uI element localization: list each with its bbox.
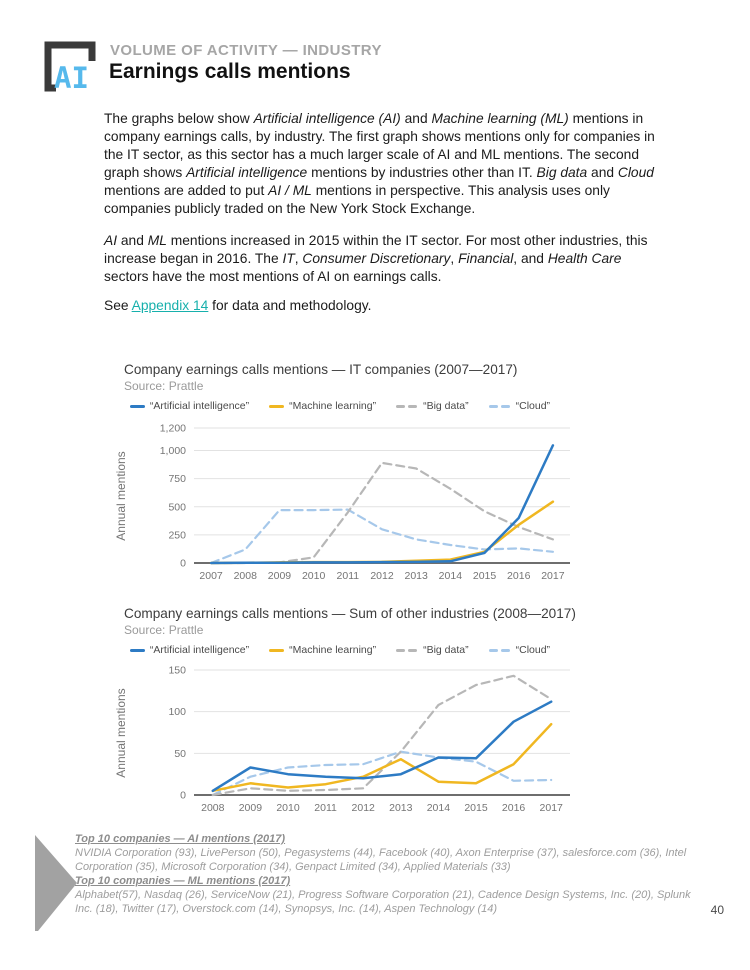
- svg-text:2011: 2011: [336, 570, 360, 582]
- legend-item-big-data: [396, 400, 469, 412]
- legend-swatch-lightblue: [489, 649, 498, 652]
- legend-label: “Big data”: [423, 400, 469, 412]
- svg-text:2013: 2013: [404, 570, 428, 582]
- svg-text:2015: 2015: [464, 802, 488, 814]
- legend-swatch-yellow: [269, 405, 284, 408]
- footer-arrow-icon: [35, 835, 79, 931]
- svg-text:1,000: 1,000: [159, 445, 186, 457]
- ai-index-logo-icon: [43, 40, 97, 92]
- svg-text:150: 150: [168, 664, 186, 677]
- appendix-suffix: for data and methodology.: [208, 298, 372, 313]
- svg-text:100: 100: [168, 706, 186, 719]
- legend-swatch-gray: [396, 405, 405, 408]
- chart1-source: Source: Prattle: [124, 379, 204, 393]
- svg-text:2012: 2012: [370, 570, 394, 582]
- section-eyebrow: VOLUME OF ACTIVITY — INDUSTRY: [110, 42, 382, 59]
- svg-text:2014: 2014: [426, 802, 451, 814]
- svg-text:2014: 2014: [438, 570, 463, 582]
- footer-ml-heading: Top 10 companies — ML mentions (2017): [75, 875, 291, 887]
- legend-label: “Cloud”: [515, 644, 551, 656]
- chart2-y-axis-label: Annual mentions: [114, 688, 128, 778]
- legend-swatch-gray: [408, 649, 417, 652]
- footer-notes: [75, 832, 695, 916]
- svg-text:2016: 2016: [501, 802, 526, 814]
- svg-text:2009: 2009: [267, 570, 292, 582]
- page-title: Earnings calls mentions: [109, 60, 351, 83]
- legend-label: “Machine learning”: [289, 644, 377, 656]
- svg-text:250: 250: [168, 529, 186, 542]
- footer-ai-heading: Top 10 companies — AI mentions (2017): [75, 833, 286, 845]
- legend-item-artificial-intelligence: [130, 400, 249, 412]
- intro-copy: [104, 110, 662, 329]
- legend-item-cloud: [489, 400, 550, 412]
- legend-swatch-yellow: [269, 649, 284, 652]
- legend-swatch-lightblue: [501, 649, 510, 652]
- svg-text:750: 750: [168, 473, 186, 486]
- legend-label: “Artificial intelligence”: [149, 644, 250, 656]
- svg-text:2010: 2010: [276, 802, 300, 814]
- legend-label: “Artificial intelligence”: [149, 400, 250, 412]
- svg-text:2011: 2011: [314, 802, 337, 814]
- svg-text:2017: 2017: [541, 570, 565, 582]
- chart2-source: Source: Prattle: [124, 623, 204, 637]
- svg-text:2015: 2015: [472, 570, 497, 582]
- appendix-link[interactable]: Appendix 14: [131, 298, 209, 313]
- legend-swatch-blue: [130, 405, 145, 408]
- logo-text: AI: [54, 61, 89, 92]
- legend-swatch-lightblue: [501, 405, 510, 408]
- chart2-title: Company earnings calls mentions — Sum of other industries (2008—2017): [124, 606, 576, 621]
- svg-text:0: 0: [180, 557, 186, 570]
- footer-ai-list: NVIDIA Corporation (93), LivePerson (50), Pegasystems (44), Facebook (40), Axon Enterprise (37), salesforce.com (36), Intel Corporation (35), Microsoft Corporation (34), Genpact Limited (34), Applied Materials (33): [75, 847, 687, 873]
- svg-text:2007: 2007: [199, 570, 223, 582]
- appendix-prefix: See: [104, 298, 132, 313]
- legend-swatch-gray: [408, 405, 417, 408]
- intro-paragraph-2: AI and ML mentions increased in 2015 within the IT sector. For most other industries, this increase began in 2016. The IT, Consumer Discretionary, Financial, and Health Care sectors have the most mentions of AI on earnings calls.: [104, 233, 648, 284]
- it-companies-line-chart: [100, 416, 580, 594]
- svg-text:2013: 2013: [389, 802, 413, 814]
- footer-ml-list: Alphabet(57), Nasdaq (26), ServiceNow (21), Progress Software Corporation (21), Cadence Design Systems, Inc. (20), Splunk Inc. (18), Twitter (17), Overstock.com (14), Synopsys, Inc. (14), Aspen Technology (14): [75, 889, 691, 915]
- legend-item-machine-learning: [269, 400, 376, 412]
- svg-text:2017: 2017: [539, 802, 563, 814]
- other-industries-line-chart: [100, 655, 580, 817]
- page-number: 40: [710, 903, 724, 917]
- appendix-line: [104, 297, 662, 315]
- chart1-legend: [100, 400, 580, 412]
- svg-text:1,200: 1,200: [159, 422, 186, 435]
- svg-text:500: 500: [168, 501, 186, 514]
- legend-label: “Machine learning”: [289, 400, 377, 412]
- svg-text:0: 0: [180, 789, 186, 802]
- svg-text:2009: 2009: [238, 802, 263, 814]
- svg-text:2008: 2008: [201, 802, 225, 814]
- intro-paragraph-1: The graphs below show Artificial intelligence (AI) and Machine learning (ML) mentions in company earnings calls, by industry. The first graph shows mentions only for companies in the IT sector, as this sector has a much larger scale of AI and ML mentions. The second graph shows Artificial intelligence mentions by industries other than IT. Big data and Cloud mentions are added to put AI / ML mentions in perspective. This analysis uses only companies publicly traded on the New York Stock Exchange.: [104, 111, 655, 216]
- svg-text:50: 50: [174, 747, 186, 760]
- legend-swatch-blue: [130, 649, 145, 652]
- legend-swatch-gray: [396, 649, 405, 652]
- legend-label: “Big data”: [423, 644, 469, 656]
- svg-text:2012: 2012: [351, 802, 375, 814]
- chart1-y-axis-label: Annual mentions: [114, 451, 128, 541]
- svg-text:2010: 2010: [301, 570, 326, 582]
- legend-label: “Cloud”: [515, 400, 551, 412]
- svg-text:2016: 2016: [507, 570, 531, 582]
- chart1-title: Company earnings calls mentions — IT companies (2007—2017): [124, 362, 518, 377]
- legend-swatch-lightblue: [489, 405, 498, 408]
- svg-text:2008: 2008: [233, 570, 257, 582]
